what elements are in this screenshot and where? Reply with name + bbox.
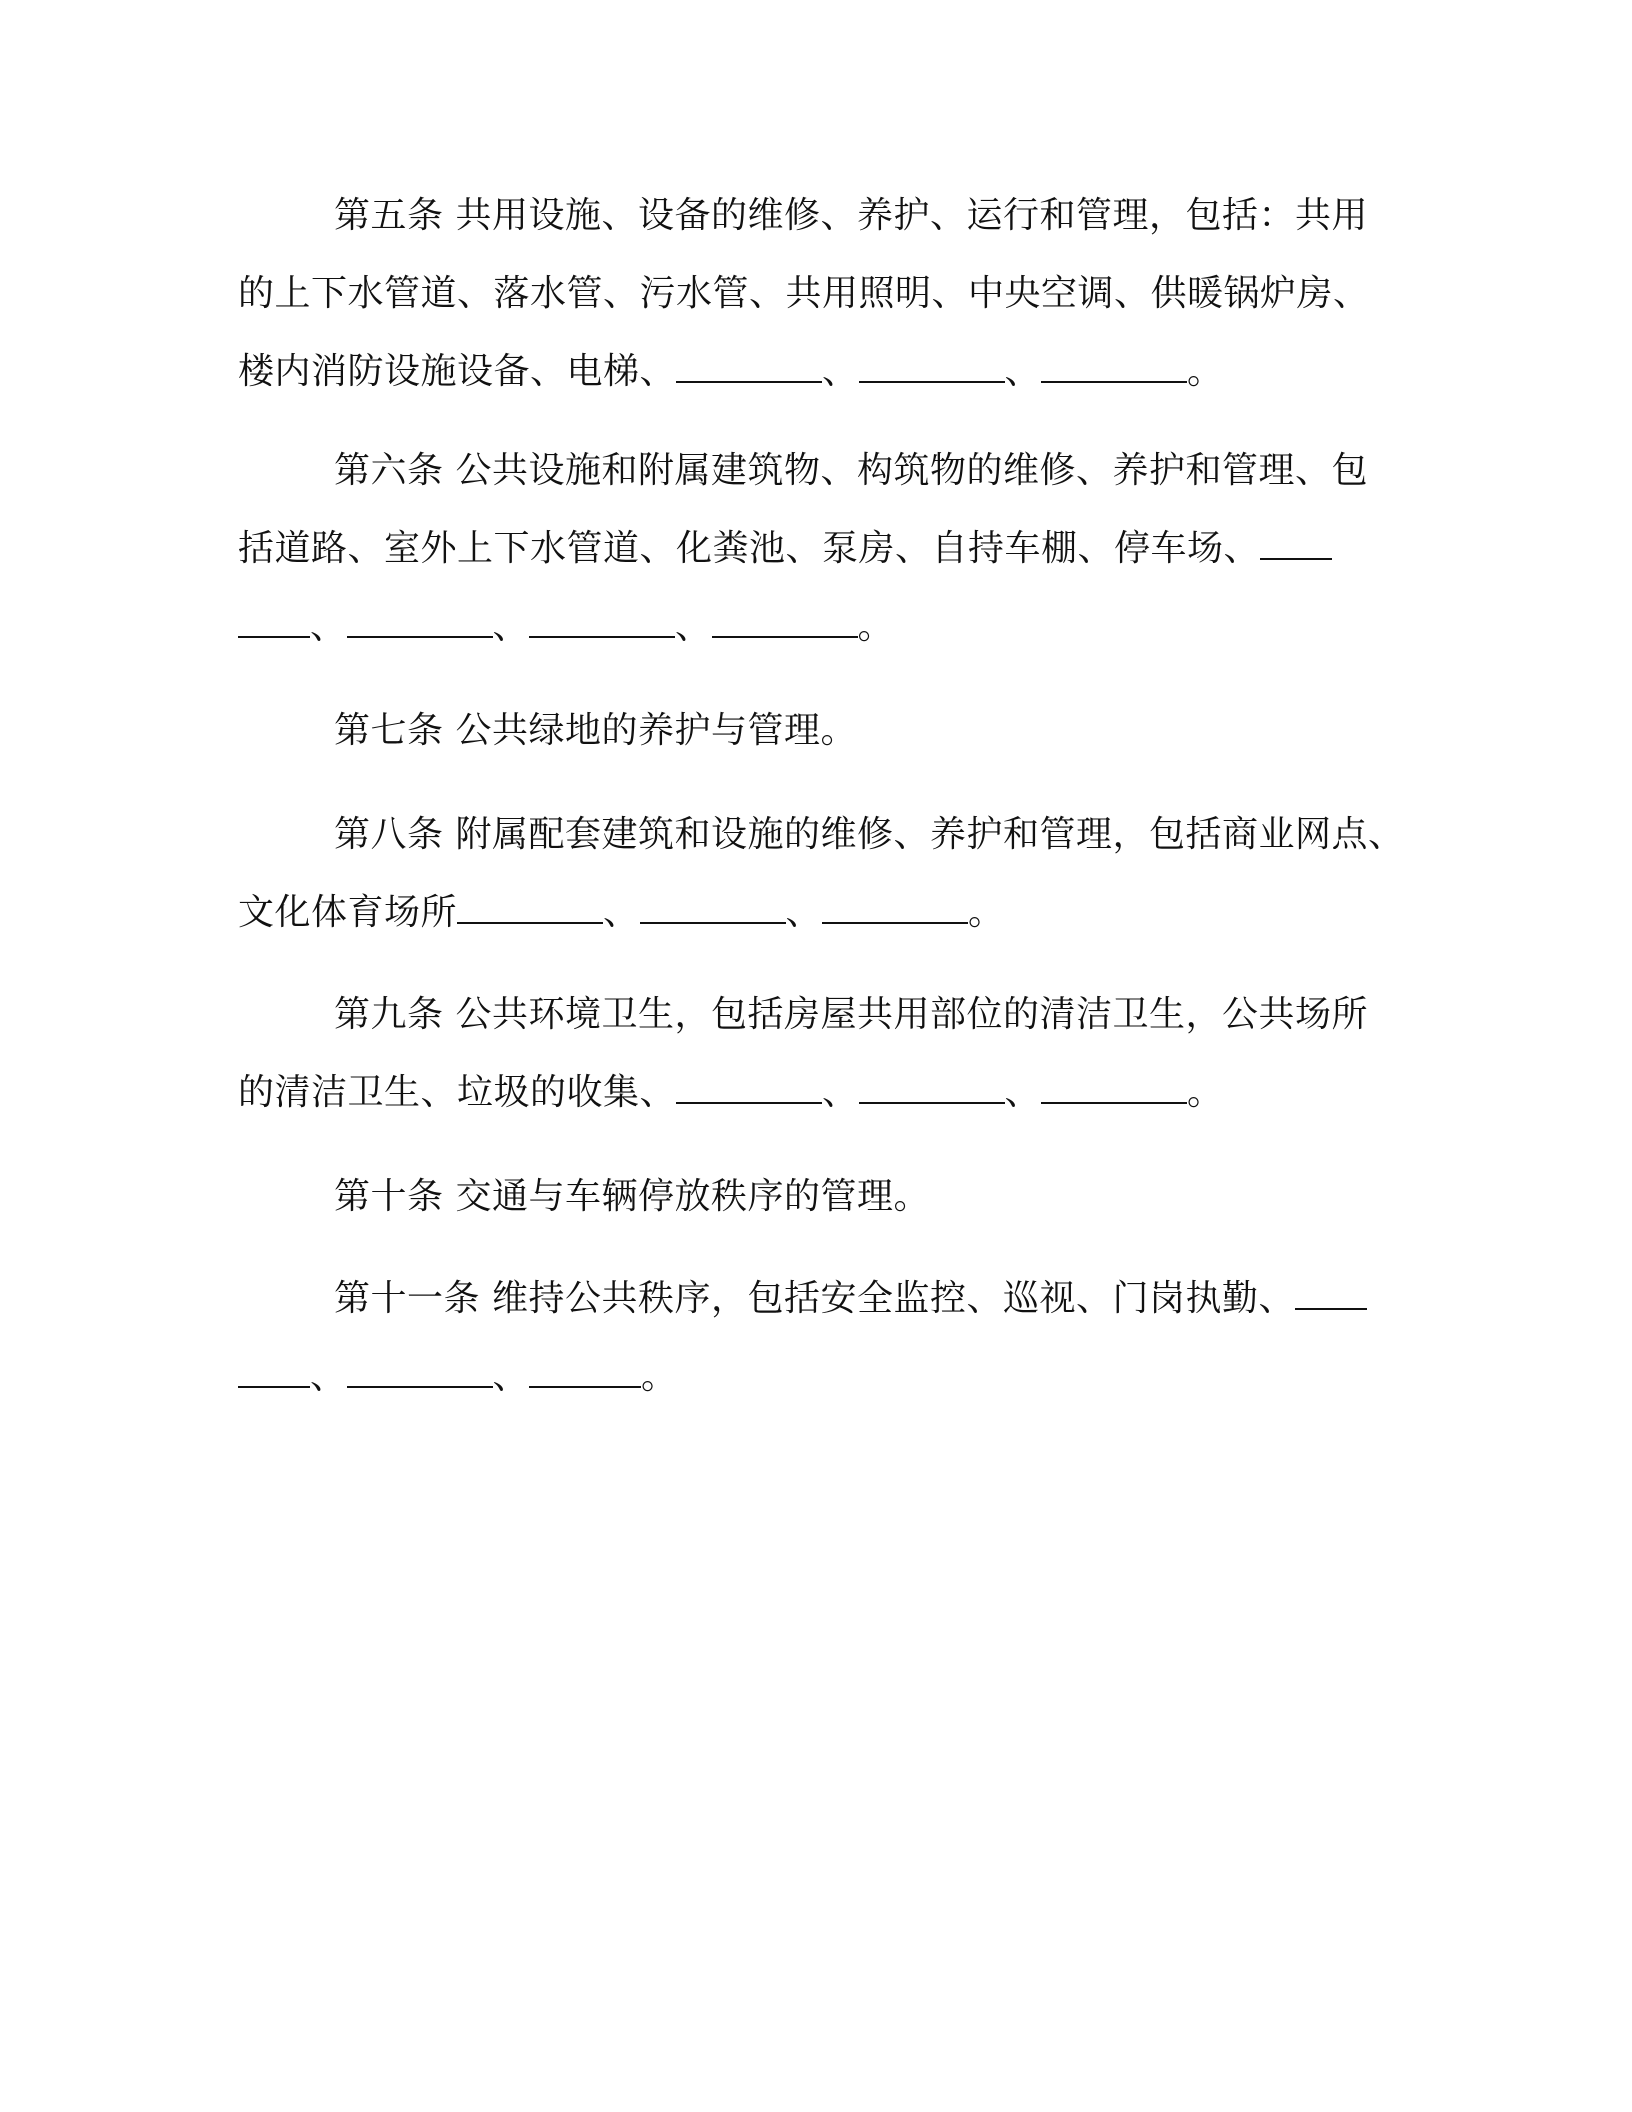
period: 。 xyxy=(1187,351,1224,392)
article-6 xyxy=(238,432,1398,666)
period: 。 xyxy=(1187,1072,1224,1113)
article-9-line-2-text: 的清洁卫生、垃圾的收集、 xyxy=(238,1072,677,1113)
fill-blank[interactable] xyxy=(640,892,786,924)
article-6-line-1: 第六条 公共设施和附属建筑物、构筑物的维修、养护和管理、包 xyxy=(334,450,1368,491)
article-8-line-2-text: 文化体育场所 xyxy=(238,892,458,933)
fill-blank[interactable] xyxy=(859,1072,1005,1104)
article-10-line-1: 第十条 交通与车辆停放秩序的管理。 xyxy=(334,1176,930,1217)
article-5-line-2: 的上下水管道、落水管、污水管、共用照明、中央空调、供暖锅炉房、 xyxy=(238,273,1370,314)
separator: 、 xyxy=(492,1356,530,1397)
period: 。 xyxy=(857,606,895,647)
fill-blank[interactable] xyxy=(712,606,858,638)
fill-blank[interactable] xyxy=(238,1356,310,1388)
article-8 xyxy=(238,796,1405,952)
article-9-line-1: 第九条 公共环境卫生，包括房屋共用部位的清洁卫生，公共场所 xyxy=(334,994,1368,1035)
fill-blank[interactable] xyxy=(238,606,310,638)
article-9-line-2 xyxy=(238,1054,1398,1132)
fill-blank[interactable] xyxy=(529,606,675,638)
fill-blank[interactable] xyxy=(1041,1072,1187,1104)
article-8-line-2 xyxy=(238,874,1398,952)
separator: 、 xyxy=(1004,351,1042,392)
fill-blank[interactable] xyxy=(859,351,1005,383)
article-7-line-1: 第七条 公共绿地的养护与管理。 xyxy=(334,710,857,751)
fill-blank[interactable] xyxy=(1295,1278,1367,1310)
article-7 xyxy=(238,692,1398,770)
separator: 、 xyxy=(310,606,347,647)
fill-blank[interactable] xyxy=(529,1356,641,1388)
article-5 xyxy=(238,177,1398,411)
period: 。 xyxy=(968,892,1005,933)
separator: 、 xyxy=(310,1356,347,1397)
article-5-line-3-text: 楼内消防设施设备、电梯、 xyxy=(238,351,677,392)
period: 。 xyxy=(641,1356,678,1397)
fill-blank[interactable] xyxy=(347,1356,493,1388)
article-8-line-1: 第八条 附属配套建筑和设施的维修、养护和管理，包括商业网点、 xyxy=(334,814,1405,855)
separator: 、 xyxy=(1004,1072,1042,1113)
separator: 、 xyxy=(603,892,640,933)
separator: 、 xyxy=(822,351,859,392)
fill-blank[interactable] xyxy=(676,1072,822,1104)
fill-blank[interactable] xyxy=(822,892,968,924)
article-6-line-2 xyxy=(238,510,1398,588)
article-11-line-2 xyxy=(238,1338,1398,1416)
fill-blank[interactable] xyxy=(1041,351,1187,383)
separator: 、 xyxy=(822,1072,859,1113)
article-9 xyxy=(238,976,1398,1132)
fill-blank[interactable] xyxy=(676,351,822,383)
separator: 、 xyxy=(785,892,823,933)
article-6-line-3 xyxy=(238,588,1398,666)
separator: 、 xyxy=(492,606,530,647)
fill-blank[interactable] xyxy=(347,606,493,638)
article-11-line-1 xyxy=(238,1260,1398,1338)
article-5-line-3 xyxy=(238,333,1398,411)
fill-blank[interactable] xyxy=(1260,528,1332,560)
article-11-line-1-text: 第十一条 维持公共秩序，包括安全监控、巡视、门岗执勤、 xyxy=(334,1278,1295,1319)
article-11 xyxy=(238,1260,1398,1416)
article-10 xyxy=(238,1158,1398,1236)
article-6-line-2-text: 括道路、室外上下水管道、化粪池、泵房、自持车棚、停车场、 xyxy=(238,528,1261,569)
article-5-line-1: 第五条 共用设施、设备的维修、养护、运行和管理，包括：共用 xyxy=(334,195,1368,236)
separator: 、 xyxy=(675,606,712,647)
fill-blank[interactable] xyxy=(457,892,603,924)
